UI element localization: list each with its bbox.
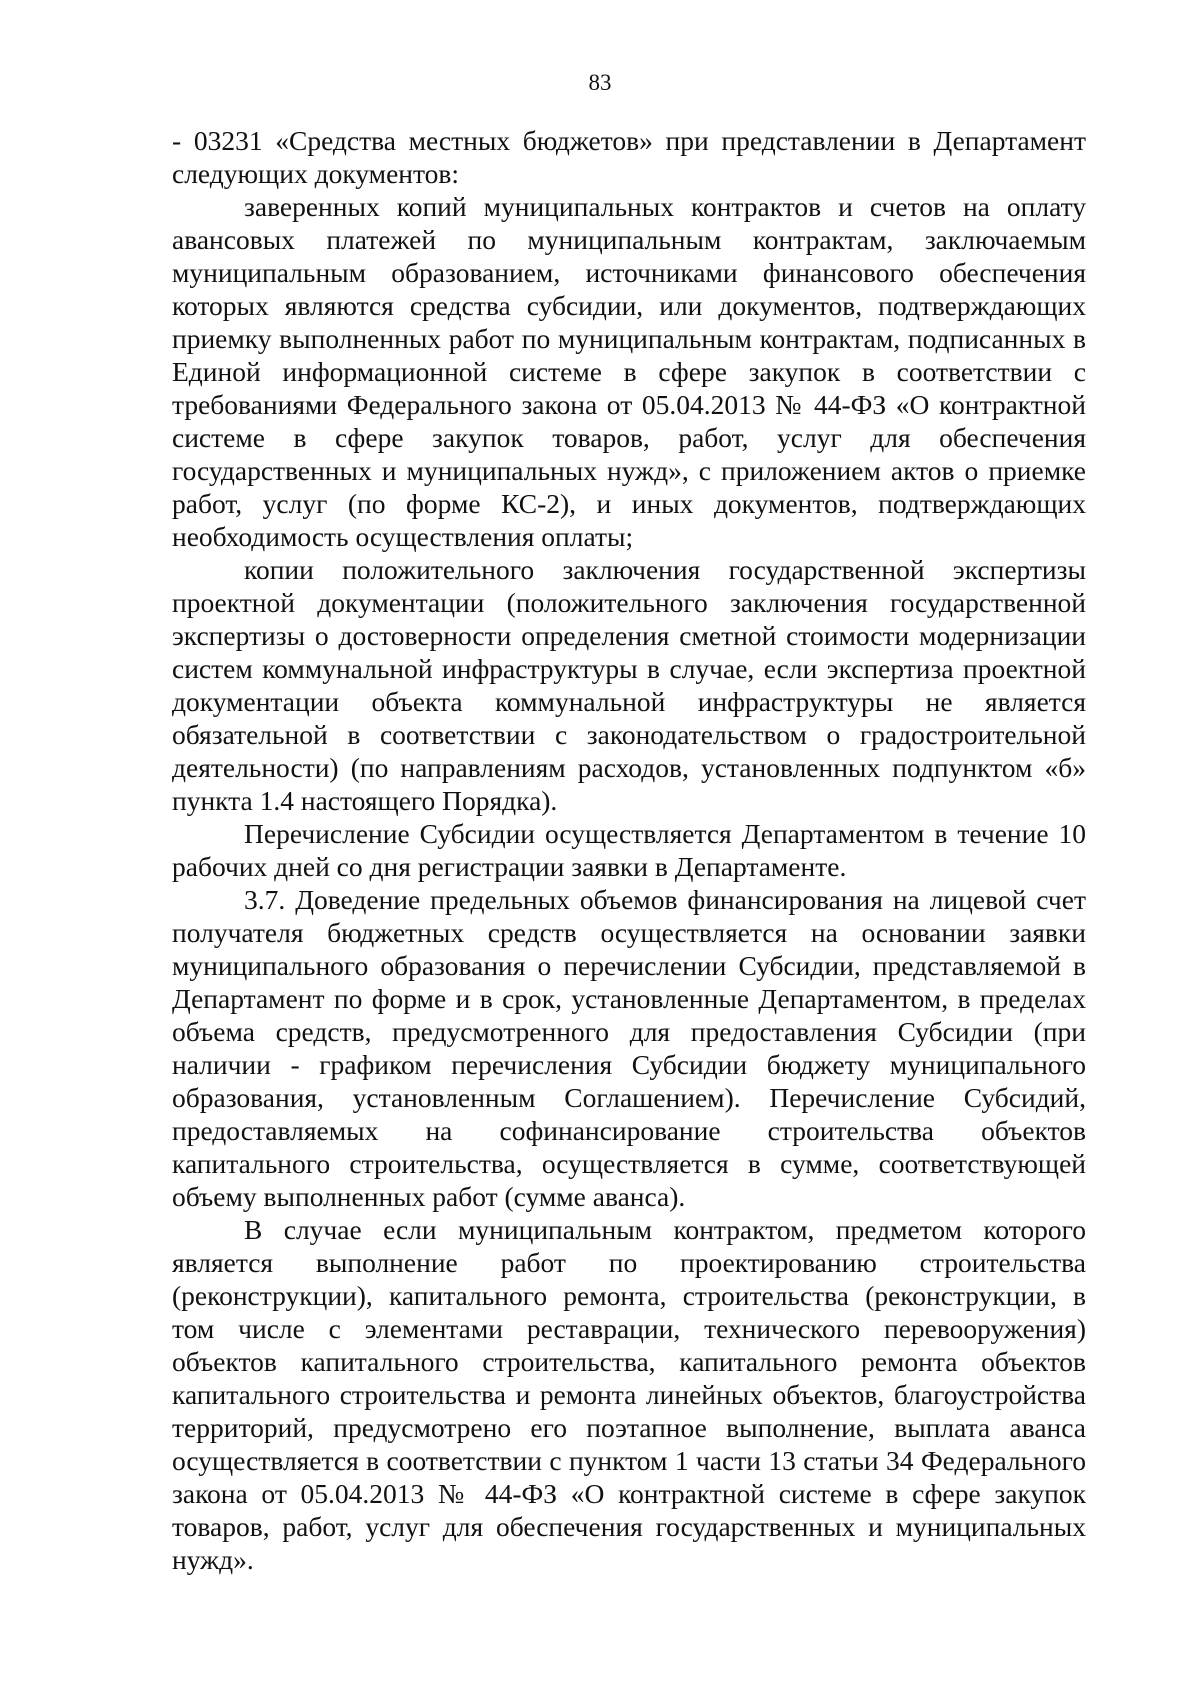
paragraph-account-03231: - 03231 «Средства местных бюджетов» при представлении в Департамент следующих документов: [172, 125, 1086, 189]
paragraph-section-3-7: 3.7. Доведение предельных объемов финансирования на лицевой счет получателя бюджетных средств осуществляется на основании заявки муниципального образования о перечислении Субсидии, представляемой в Департамент по форме и в срок, установленные Департаментом, в пределах объема средств, предусмотренного для предоставления Субсидии (при наличии - графиком перечисления Субсидии бюджету муниципального образования, установленным Соглашением). Перечисление Субсидий, предоставляемых на софинансирование строительства объектов капитального строительства, осуществляется в сумме, соответствующей объему выполненных работ (сумме аванса). [172, 884, 1086, 1212]
paragraph-advance-payment: В случае если муниципальным контрактом, предметом которого является выполнение работ по проектированию строительства (реконструкции), капитального ремонта, строительства (реконструкции, в том числе с элементами реставрации, технического перевооружения) объектов капитального строительства, капитального ремонта объектов капитального строительства и ремонта линейных объектов, благоустройства территорий, предусмотрено его поэтапное выполнение, выплата аванса осуществляется в соответствии с пунктом 1 части 13 статьи 34 Федерального закона от 05.04.2013 № 44-ФЗ «О контрактной системе в сфере закупок товаров, работ, услуг для обеспечения государственных и муниципальных нужд». [172, 1214, 1086, 1575]
paragraph-contract-copies: заверенных копий муниципальных контрактов и счетов на оплату авансовых платежей по муниципальным контрактам, заключаемым муниципальным образованием, источниками финансового обеспечения которых являются средства субсидии, или документов, подтверждающих приемку выполненных работ по муниципальным контрактам, подписанных в Единой информационной системе в сфере закупок в соответствии с требованиями Федерального закона от 05.04.2013 № 44-ФЗ «О контрактной системе в сфере закупок товаров, работ, услуг для обеспечения государственных и муниципальных нужд», с приложением актов о приемке работ, услуг (по форме КС-2), и иных документов, подтверждающих необходимость осуществления оплаты; [172, 191, 1086, 552]
document-body [172, 124, 1086, 1576]
paragraph-subsidy-transfer: Перечисление Субсидии осуществляется Департаментом в течение 10 рабочих дней со дня регистрации заявки в Департаменте. [172, 818, 1086, 882]
paragraph-expertise-copies: копии положительного заключения государственной экспертизы проектной документации (положительного заключения государственной экспертизы о достоверности определения сметной стоимости модернизации систем коммунальной инфраструктуры в случае, если экспертиза проектной документации объекта коммунальной инфраструктуры не является обязательной в соответствии с законодательством о градостроительной деятельности) (по направлениям расходов, установленных подпунктом «б» пункта 1.4 настоящего Порядка). [172, 554, 1086, 816]
page-number: 83 [588, 70, 612, 95]
